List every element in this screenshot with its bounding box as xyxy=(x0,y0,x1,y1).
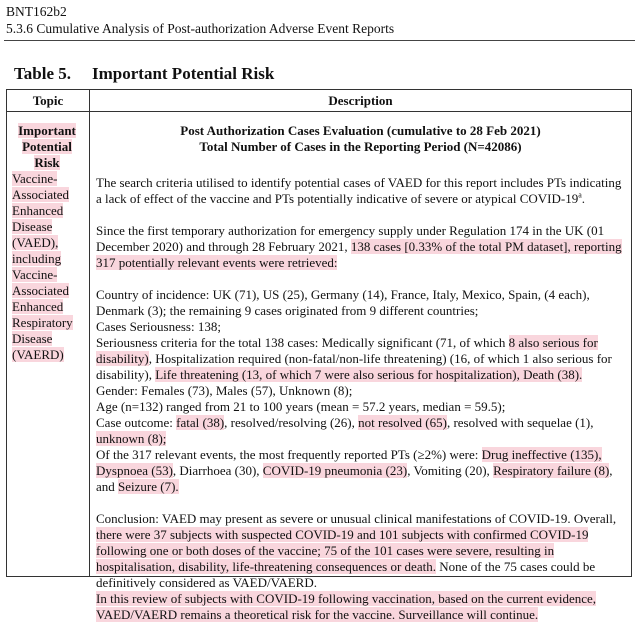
case-details xyxy=(96,287,625,495)
table-caption xyxy=(14,64,274,84)
evaluation-period: Post Authorization Cases Evaluation (cumulative to 28 Feb 2021) xyxy=(180,123,541,138)
header-divider xyxy=(4,40,635,41)
search-criteria-paragraph: The search criteria utilised to identify potential cases of VAED for this report includes PTs indicating a lack of effect of the vaccine and PTs potentially indicative of severe or atypical COVID-19$^a$. xyxy=(96,175,622,206)
frequent-pts-line: Of the 317 relevant events, the most frequently reported PTs (≥2%) were: Drug ineffective (135), Dyspnoea (53), Diarrhoea (30), COVID-19 pneumonia (23), Vomiting (20), Respiratory failure (8), and Seizure (7). xyxy=(96,447,613,494)
final-assessment: In this review of subjects with COVID-19 following vaccination, based on the current evidence, VAED/VAERD remains a theoretical risk for the vaccine. Surveillance will continue. xyxy=(96,591,596,622)
document-header xyxy=(6,3,394,37)
column-header-topic: Topic xyxy=(32,93,64,108)
topic-heading: Important Potential Risk xyxy=(18,123,76,170)
table-header-row xyxy=(7,90,631,112)
column-divider xyxy=(89,90,90,576)
country-line: Country of incidence: UK (71), US (25), Germany (14), France, Italy, Mexico, Spain, (4 each), Denmark (3); the remaining 9 cases originated from 9 different countries; xyxy=(96,287,590,318)
gender-line: Gender: Females (73), Males (57), Unknown (8); xyxy=(96,383,353,398)
age-line: Age (n=132) ranged from 21 to 100 years (mean = 57.2 years, median = 59.5); xyxy=(96,399,506,414)
product-code: BNT162b2 xyxy=(6,4,67,19)
topic-cell: Vaccine-Associated Enhanced Disease (VAED), including Vaccine-Associated Enhanced Respiratory Disease (VAERD) xyxy=(12,171,73,362)
table-number: Table 5. xyxy=(14,64,72,83)
conclusion-paragraph: Conclusion: VAED may present as severe or unusual clinical manifestations of COVID-19. Overall, there were 37 subjects with suspected COVID-19 and 101 subjects with confirmed COVID-19 following one or both doses of the vaccine; 75 of the 101 cases were severe, resulting in hospitalisation, disability, life-threatening consequences or death. None of the 75 cases could be definitively considered as VAED/VAERD. xyxy=(96,511,617,590)
table-title: Important Potential Risk xyxy=(92,64,275,83)
section-title: 5.3.6 Cumulative Analysis of Post-authorization Adverse Event Reports xyxy=(6,21,395,36)
seriousness-line: Cases Seriousness: 138; xyxy=(96,319,221,334)
case-retrieval-paragraph: Since the first temporary authorization for emergency supply under Regulation 174 in the UK (01 December 2020) and through 28 February 2021, 138 cases [0.33% of the total PM dataset], reporting 317 potentially relevant events were retrieved: xyxy=(96,223,622,270)
description-heading xyxy=(96,123,625,155)
criteria-line: Seriousness criteria for the total 138 cases: Medically significant (71, of which 8 also serious for disability), Hospitalization required (non-fatal/non-life threatening) (16, of which 1 also serious for disability), Life threatening (13, of which 7 were also serious for hospitalization), Death (38). xyxy=(96,335,612,382)
risk-table xyxy=(6,89,632,622)
total-cases: Total Number of Cases in the Reporting Period (N=42086) xyxy=(199,139,522,154)
description-cell xyxy=(96,175,625,623)
column-header-description: Description xyxy=(328,93,393,108)
outcome-line: Case outcome: fatal (38), resolved/resolving (26), not resolved (65), resolved with sequelae (1), unknown (8); xyxy=(96,415,594,446)
